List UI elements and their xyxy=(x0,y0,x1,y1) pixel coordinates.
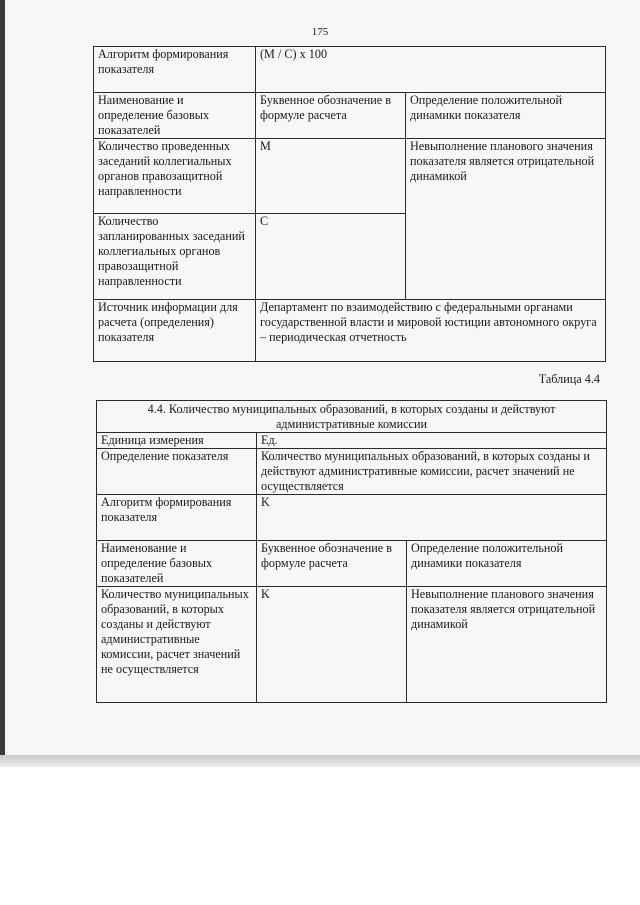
algorithm-formula: K xyxy=(257,495,607,541)
header-definition: Определение положительной динамики показателя xyxy=(407,541,607,587)
base-indicator-letter: K xyxy=(257,587,407,703)
header-name: Наименование и определение базовых показателей xyxy=(94,93,256,139)
positive-dynamics-definition: Невыполнение планового значения показателя является отрицательной динамикой xyxy=(406,139,606,300)
header-definition: Определение положительной динамики показателя xyxy=(406,93,606,139)
table-row xyxy=(94,300,606,362)
definition-label: Определение показателя xyxy=(97,449,257,495)
table-caption: Таблица 4.4 xyxy=(538,372,600,386)
base-indicator-name: Количество муниципальных образований, в которых созданы и действуют административные комиссии, расчет значений не осуществляется xyxy=(97,587,257,703)
base-indicator-letter: C xyxy=(256,214,406,300)
unit-value: Ед. xyxy=(257,433,607,449)
table-row xyxy=(94,47,606,93)
header-name: Наименование и определение базовых показателей xyxy=(97,541,257,587)
table-title: 4.4. Количество муниципальных образований, в которых созданы и действуют административные комиссии xyxy=(97,401,607,433)
definition-value: Количество муниципальных образований, в которых созданы и действуют административные комиссии, расчет значений не осуществляется xyxy=(257,449,607,495)
indicator-table-4-4 xyxy=(96,400,607,703)
header-letter: Буквенное обозначение в формуле расчета xyxy=(257,541,407,587)
base-indicator-letter: M xyxy=(256,139,406,214)
base-indicator-name: Количество проведенных заседаний коллегиальных органов правозащитной направленности xyxy=(94,139,256,214)
algorithm-label: Алгоритм формирования показателя xyxy=(94,47,256,93)
positive-dynamics-definition: Невыполнение планового значения показателя является отрицательной динамикой xyxy=(407,587,607,703)
algorithm-label: Алгоритм формирования показателя xyxy=(97,495,257,541)
source-value: Департамент по взаимодействию с федеральными органами государственной власти и мировой юстиции автономного округа – периодическая отчетность xyxy=(256,300,606,362)
page-edge-shadow xyxy=(0,755,640,767)
algorithm-formula: (M / C) x 100 xyxy=(256,47,606,93)
base-indicator-name: Количество запланированных заседаний коллегиальных органов правозащитной направленности xyxy=(94,214,256,300)
header-letter: Буквенное обозначение в формуле расчета xyxy=(256,93,406,139)
unit-label: Единица измерения xyxy=(97,433,257,449)
table-header-row xyxy=(94,93,606,139)
table-header-row xyxy=(97,541,607,587)
source-label: Источник информации для расчета (определения) показателя xyxy=(94,300,256,362)
table-row xyxy=(94,139,606,214)
table-row xyxy=(97,587,607,703)
table-row xyxy=(97,449,607,495)
indicator-table-continued xyxy=(93,46,606,362)
table-row xyxy=(97,433,607,449)
page-number: 175 xyxy=(311,26,329,38)
table-title-row xyxy=(97,401,607,433)
table-row xyxy=(97,495,607,541)
